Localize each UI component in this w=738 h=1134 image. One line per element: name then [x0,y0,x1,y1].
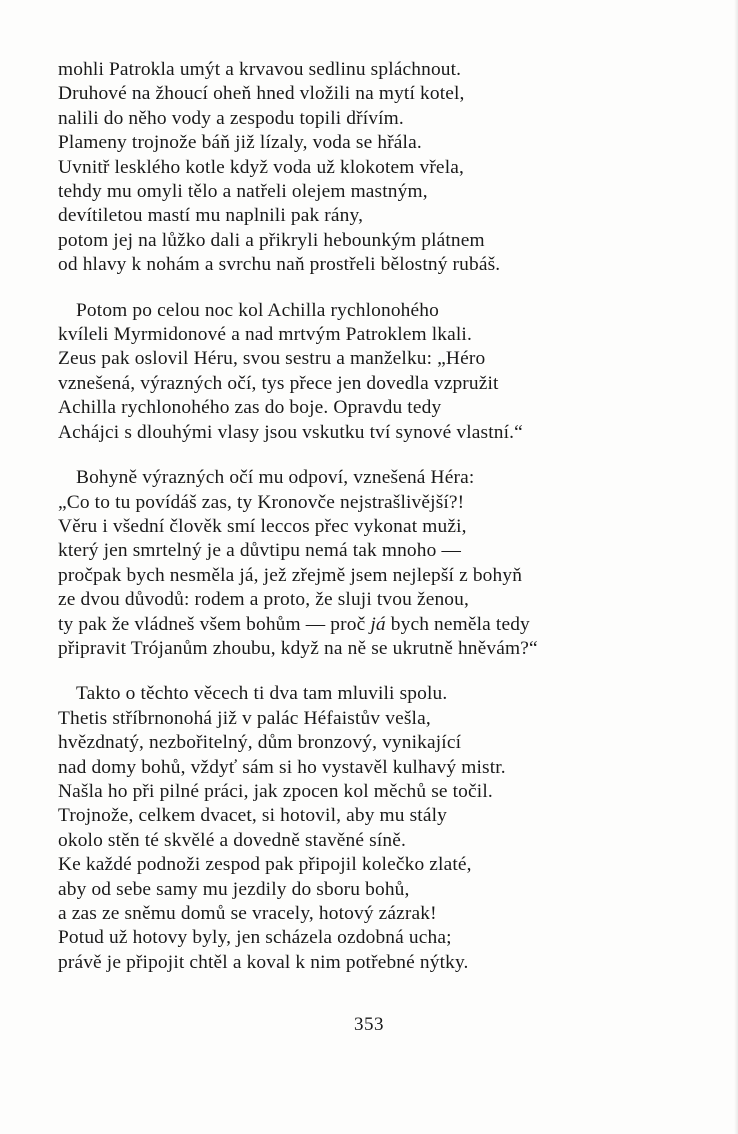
verse-line: Achilla rychlonohého zas do boje. Opravdu tedy [58,397,442,419]
verse-fragment: ty pak že vládneš všem bohům — proč [58,613,371,635]
stanza-3 [58,466,698,661]
verse-line: nad domy bohů, vždyť sám si ho vystavěl kulhavý mistr. [58,756,506,778]
verse-line: který jen smrtelný je a důvtipu nemá tak mnoho — [58,540,462,562]
verse-line: ze dvou důvodů: rodem a proto, že sluji tvou ženou, [58,589,469,611]
verse-line: Zeus pak oslovil Héru, svou sestru a manželku: „Héro [58,348,486,370]
scan-edge-shadow [734,0,738,1134]
verse-line: Uvnitř lesklého kotle když voda už klokotem vřela, [58,156,464,178]
stanza-1 [58,58,698,278]
verse-line: Achájci s dlouhými vlasy jsou vskutku tví synové vlastní.“ [58,421,523,443]
verse-line: kvíleli Myrmidonové a nad mrtvým Patroklem lkali. [58,324,472,346]
verse-line: Druhové na žhoucí oheň hned vložili na mytí kotel, [58,83,465,105]
verse-line: Ke každé podnoži zespod pak připojil kolečko zlaté, [58,854,472,876]
page-number: 353 [354,1014,384,1035]
verse-line: Našla ho při pilné práci, jak zpocen kol měchů se točil. [58,780,493,802]
stanza-2 [58,299,698,445]
verse-line: Věru i všední člověk smí leccos přec vykonat muži, [58,515,467,537]
verse-line: Plameny trojnože báň již lízaly, voda se hřála. [58,132,422,154]
verse-line: připravit Trójanům zhoubu, když na ně se ukrutně hněvám?“ [58,637,538,659]
verse-line: a zas ze sněmu domů se vracely, hotový zázrak! [58,903,437,924]
verse-line [58,613,698,637]
stanza-4 [58,682,698,975]
verse-line: nalili do něho vody a zespodu topili dřívím. [58,107,404,129]
verse-line: potom jej na lůžko dali a přikryli hebounkým plátnem [58,229,485,251]
verse-line: Potom po celou noc kol Achilla rychlonohého [76,299,439,321]
verse-line: pročpak bych nesměla já, jež zřejmě jsem nejlepší z bohyň [58,564,523,586]
verse-line: Takto o těchto věcech ti dva tam mluvili spolu. [76,683,448,705]
verse-fragment: bych neměla tedy [385,613,530,635]
verse-line: Thetis stříbrnonohá již v palác Héfaistův vešla, [58,707,431,729]
verse-line: vznešená, výrazných očí, tys přece jen dovedla vzpružit [58,372,499,394]
verse-line: právě je připojit chtěl a koval k nim potřebné nýtky. [58,951,469,973]
verse-line: devítiletou mastí mu naplnili pak rány, [58,205,364,227]
verse-line: Bohyně výrazných očí mu odpoví, vznešená Héra: [76,467,475,489]
verse-line: od hlavy k nohám a svrchu naň prostřeli bělostný rubáš. [58,254,501,276]
verse-line: „Co to tu povídáš zas, ty Kronovče nejstrašlivější?! [58,491,465,513]
verse-line: Trojnože, celkem dvacet, si hotovil, aby mu stály [58,805,447,827]
verse-line: aby od sebe samy mu jezdily do sboru bohů, [58,878,410,900]
verse-line: tehdy mu omyli tělo a natřeli olejem mastným, [58,181,428,203]
verse-line: mohli Patrokla umýt a krvavou sedlinu spláchnout. [58,59,462,80]
emphasized-word: já [370,613,386,635]
poem-text [58,58,698,996]
verse-line: okolo stěn té skvělé a dovedně stavěné síně. [58,829,406,851]
verse-line: Potud už hotovy byly, jen scházela ozdobná ucha; [58,927,452,949]
verse-line: hvězdnatý, nezbořitelný, dům bronzový, vynikající [58,732,462,754]
